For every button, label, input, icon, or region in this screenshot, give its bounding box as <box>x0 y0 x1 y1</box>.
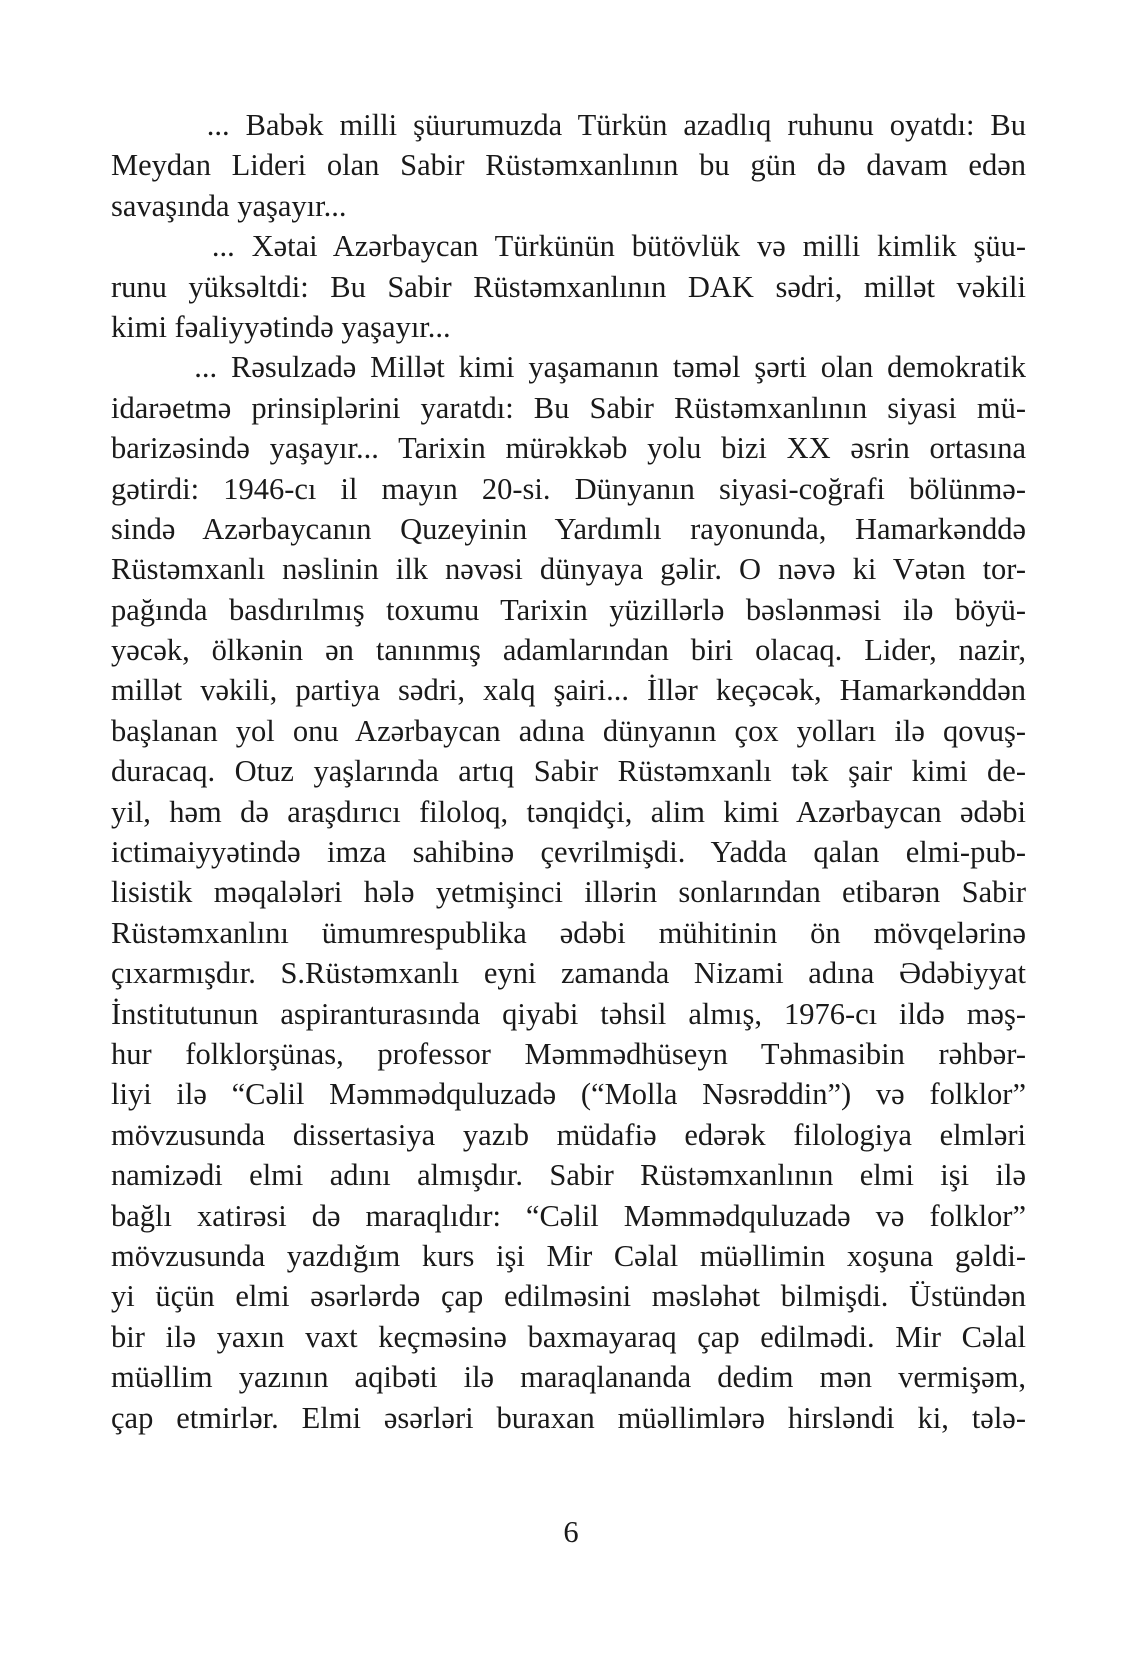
text-line: Rüstəmxanlı nəslinin ilk nəvəsi dünyaya gəlir. O nəvə ki Vətən tor- <box>111 552 1026 587</box>
text-line: mövzusunda dissertasiya yazıb müdafiə edərək filologiya elmləri <box>111 1117 1026 1152</box>
text-line: Rüstəmxanlını ümumrespublika ədəbi mühitinin ön mövqelərinə <box>111 915 1026 950</box>
text-line: ... Babək milli şüurumuzda Türkün azadlıq ruhunu oyatdı: Bu <box>111 108 1026 142</box>
text-line: liyi ilə “Cəlil Məmmədquluzadə (“Molla Nəsrəddin”) və folklor” <box>111 1077 1026 1112</box>
text-line: pağında basdırılmış toxumu Tarixin yüzillərlə bəslənməsi ilə böyü- <box>111 592 1026 627</box>
page-number: 6 <box>563 1515 579 1549</box>
body-text <box>111 105 1026 1438</box>
text-line: başlanan yol onu Azərbaycan adına dünyanın çox yolları ilə qovuş- <box>111 713 1026 748</box>
text-line: sində Azərbaycanın Quzeyinin Yardımlı rayonunda, Hamarkənddə <box>111 511 1026 546</box>
text-line: ... Rəsulzadə Millət kimi yaşamanın təməl şərti olan demokratik <box>111 350 1026 385</box>
text-line: barizəsində yaşayır... Tarixin mürəkkəb yolu bizi XX əsrin ortasına <box>111 431 1026 466</box>
text-line: savaşında yaşayır... <box>111 188 347 223</box>
text-line: lisistik məqalələri hələ yetmişinci illərin sonlarından etibarən Sabir <box>111 875 1026 910</box>
text-line: runu yüksəltdi: Bu Sabir Rüstəmxanlının DAK sədri, millət vəkili <box>111 269 1026 304</box>
text-line: millət vəkili, partiya sədri, xalq şairi... İllər keçəcək, Hamarkənddən <box>111 673 1026 708</box>
text-line: mövzusunda yazdığım kurs işi Mir Cəlal müəllimin xoşuna gəldi- <box>111 1238 1026 1273</box>
text-line: müəllim yazının aqibəti ilə maraqlananda dedim mən vermişəm, <box>111 1360 1026 1395</box>
text-line: yəcək, ölkənin ən tanınmış adamlarından biri olacaq. Lider, nazir, <box>111 633 1026 668</box>
text-line: yil, həm də araşdırıcı filoloq, tənqidçi, alim kimi Azərbaycan ədəbi <box>111 794 1026 829</box>
text-line: çıxarmışdır. S.Rüstəmxanlı eyni zamanda Nizami adına Ədəbiyyat <box>111 956 1026 991</box>
text-line: ictimaiyyətində imza sahibinə çevrilmişdi. Yadda qalan elmi-pub- <box>111 835 1026 870</box>
text-line: hur folklorşünas, professor Məmmədhüseyn Təhmasibin rəhbər- <box>111 1036 1026 1071</box>
text-line: namizədi elmi adını almışdır. Sabir Rüstəmxanlının elmi işi ilə <box>111 1158 1026 1193</box>
text-line: İnstitutunun aspiranturasında qiyabi təhsil almış, 1976-cı ildə məş- <box>111 996 1026 1031</box>
text-line: çap etmirlər. Elmi əsərləri buraxan müəllimlərə hirsləndi ki, tələ- <box>111 1400 1026 1435</box>
text-line: Meydan Lideri olan Sabir Rüstəmxanlının bu gün də davam edən <box>111 148 1026 183</box>
text-line: ... Xətai Azərbaycan Türkünün bütövlük və milli kimlik şüu- <box>111 229 1026 264</box>
text-line: yi üçün elmi əsərlərdə çap edilməsini məsləhət bilmişdi. Üstündən <box>111 1279 1026 1314</box>
text-line: gətirdi: 1946-cı il mayın 20-si. Dünyanın siyasi-coğrafi bölünmə- <box>111 471 1026 506</box>
text-line: idarəetmə prinsiplərini yaratdı: Bu Sabir Rüstəmxanlının siyasi mü- <box>111 390 1026 425</box>
text-line: kimi fəaliyyətində yaşayır... <box>111 309 451 344</box>
text-line: bir ilə yaxın vaxt keçməsinə baxmayaraq çap edilmədi. Mir Cəlal <box>111 1319 1026 1354</box>
text-line: duracaq. Otuz yaşlarında artıq Sabir Rüstəmxanlı tək şair kimi de- <box>111 754 1026 789</box>
text-line: bağlı xatirəsi də maraqlıdır: “Cəlil Məmmədquluzadə və folklor” <box>111 1198 1026 1233</box>
